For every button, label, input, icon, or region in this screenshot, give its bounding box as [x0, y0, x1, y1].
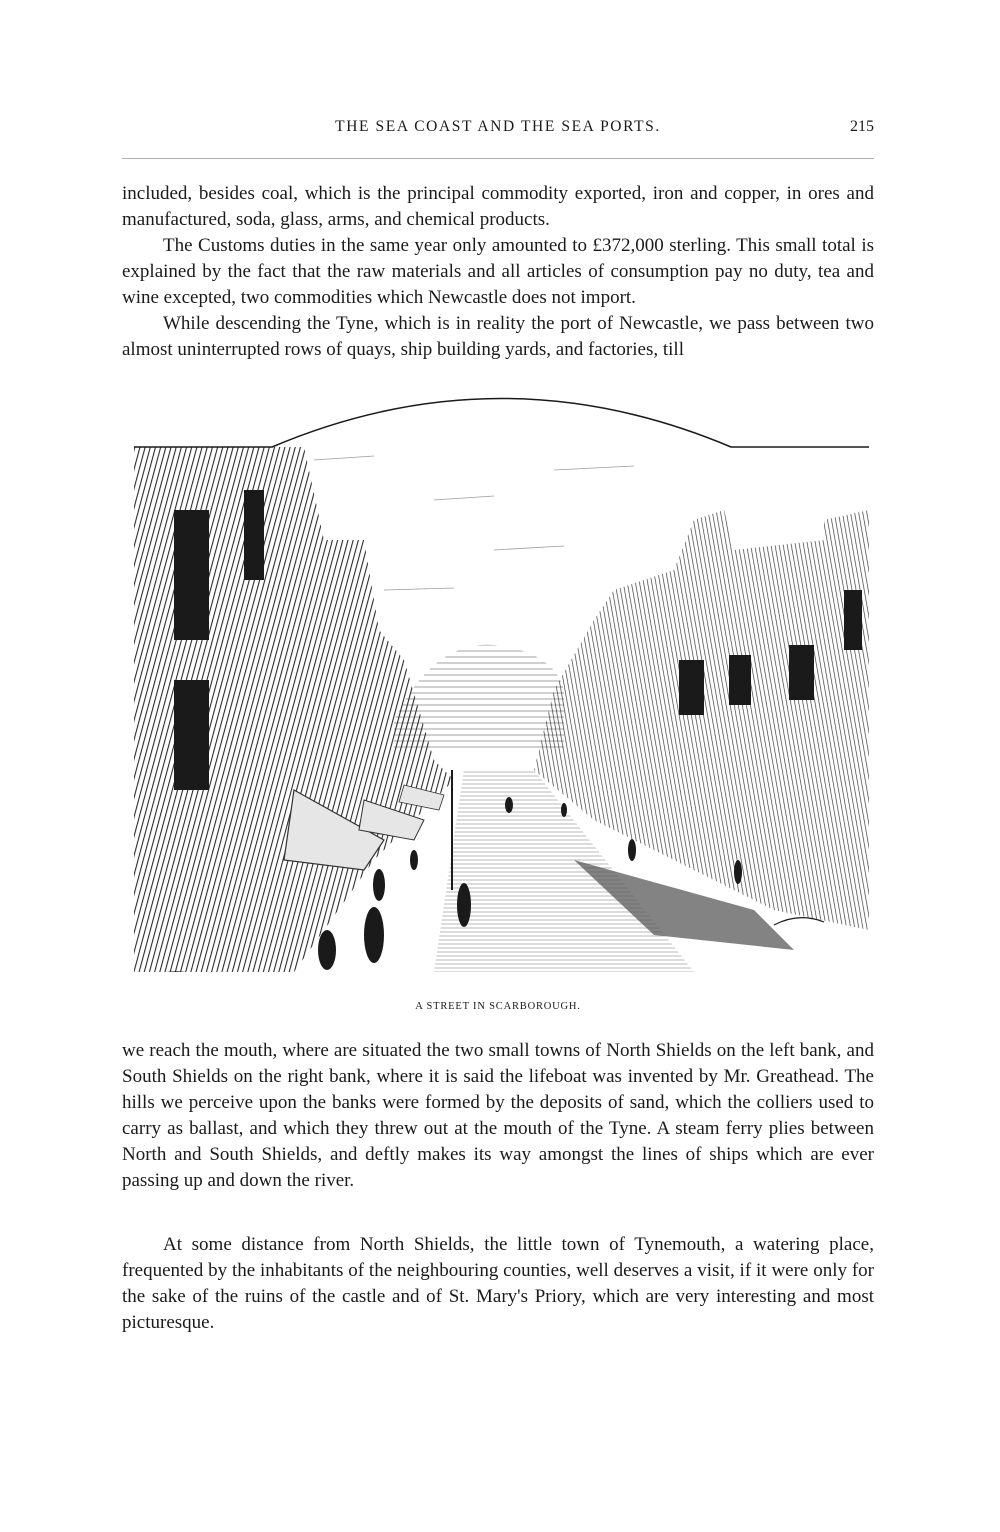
street-engraving-illustration — [134, 390, 869, 990]
header-rule — [122, 158, 874, 159]
paragraph-1: included, besides coal, which is the principal commodity exported, iron and copper, in ores and manufactured, soda, glass, arms, and chemical products. — [122, 183, 874, 230]
paragraph-5: At some distance from North Shields, the little town of Tynemouth, a watering place, frequented by the inhabitants of the neighbouring counties, well deserves a visit, if it were only for the sake of the ruins of the castle and of St. Mary's Priory, which are very interesting and most picturesque. — [122, 1234, 874, 1333]
figure-caption: A STREET IN SCARBOROUGH. — [415, 1001, 581, 1012]
paragraph-3: While descending the Tyne, which is in reality the port of Newcastle, we pass between two almost uninterrupted rows of quays, ship building yards, and factories, till — [122, 313, 874, 360]
page-header — [122, 118, 874, 142]
running-title: THE SEA COAST AND THE SEA PORTS. — [335, 118, 661, 135]
paragraph-2: The Customs duties in the same year only amounted to £372,000 sterling. This small total is explained by the fact that the raw materials and all articles of consumption pay no duty, tea and wine excepted, two commodities which Newcastle does not import. — [122, 235, 874, 308]
paragraph-4: we reach the mouth, where are situated the two small towns of North Shields on the left bank, and South Shields on the right bank, where it is said the lifeboat was invented by Mr. Greathead. The hills we perceive upon the banks were formed by the deposits of sand, which the colliers used to carry as ballast, and which they threw out at the mouth of the Tyne. A steam ferry plies between North and South Shields, and deftly makes its way amongst the lines of ships which are ever passing up and down the river. — [122, 1040, 874, 1191]
page-number: 215 — [850, 118, 874, 135]
